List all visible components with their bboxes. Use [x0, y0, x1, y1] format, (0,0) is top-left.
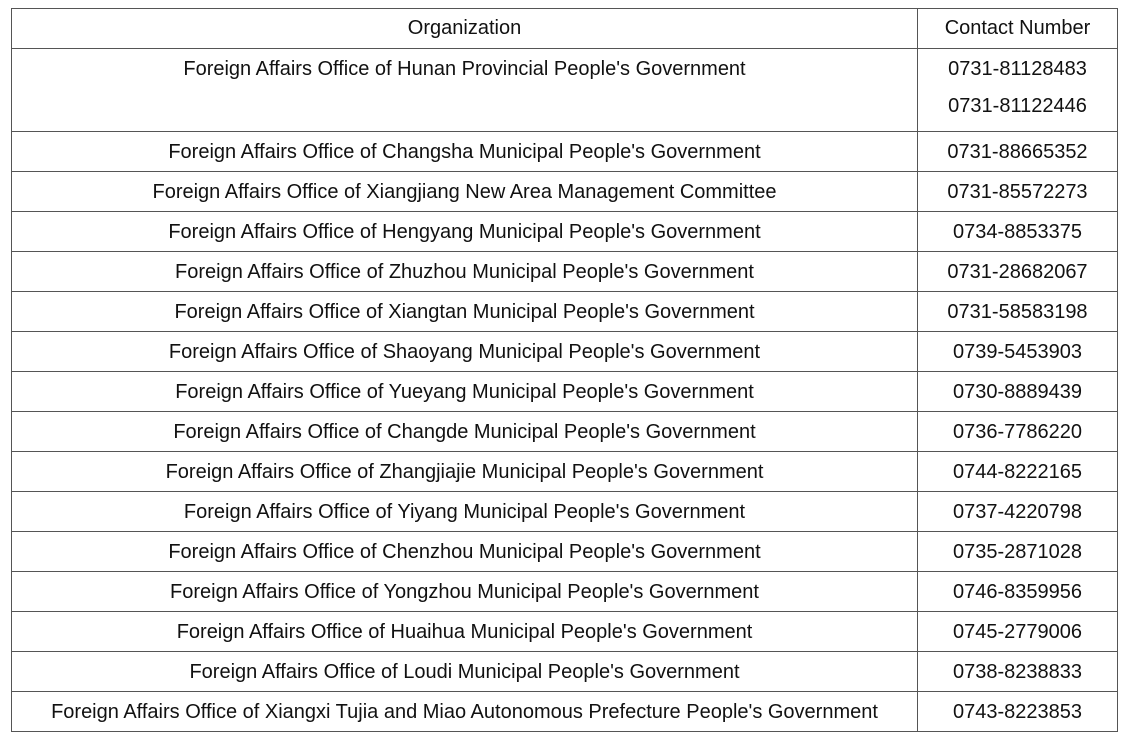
- organization-cell: Foreign Affairs Office of Chenzhou Municipal People's Government: [12, 532, 918, 572]
- organization-cell: Foreign Affairs Office of Yueyang Municipal People's Government: [12, 372, 918, 412]
- table-row: [12, 212, 1118, 252]
- organization-cell: Foreign Affairs Office of Huaihua Municipal People's Government: [12, 612, 918, 652]
- contact-number-cell: 0736-7786220: [918, 412, 1118, 452]
- contact-number-cell: 0730-8889439: [918, 372, 1118, 412]
- organization-cell: Foreign Affairs Office of Hunan Provincial People's Government: [12, 49, 918, 132]
- contact-number-cell: 0734-8853375: [918, 212, 1118, 252]
- organization-cell: Foreign Affairs Office of Loudi Municipal People's Government: [12, 652, 918, 692]
- phone-number: 0731-81128483: [948, 58, 1087, 80]
- organization-cell: Foreign Affairs Office of Yongzhou Municipal People's Government: [12, 572, 918, 612]
- phone-number: 0731-81122446: [948, 95, 1087, 117]
- table-row: [12, 692, 1118, 732]
- table-row: [12, 452, 1118, 492]
- table-header-row: [12, 9, 1118, 49]
- contact-number-cell: 0746-8359956: [918, 572, 1118, 612]
- contact-table-container: [11, 8, 1118, 732]
- table-row: [12, 252, 1118, 292]
- contact-number-cell: 0735-2871028: [918, 532, 1118, 572]
- table-row: [12, 332, 1118, 372]
- contact-number-cell: [918, 49, 1118, 132]
- table-row: [12, 612, 1118, 652]
- organization-cell: Foreign Affairs Office of Changde Municipal People's Government: [12, 412, 918, 452]
- contact-number-cell: 0745-2779006: [918, 612, 1118, 652]
- organization-cell: Foreign Affairs Office of Yiyang Municipal People's Government: [12, 492, 918, 532]
- contact-number-cell: 0731-88665352: [918, 132, 1118, 172]
- table-row: [12, 372, 1118, 412]
- organization-cell: Foreign Affairs Office of Xiangxi Tujia and Miao Autonomous Prefecture People's Government: [12, 692, 918, 732]
- organization-cell: Foreign Affairs Office of Hengyang Municipal People's Government: [12, 212, 918, 252]
- header-organization: Organization: [12, 9, 918, 49]
- organization-cell: Foreign Affairs Office of Zhuzhou Municipal People's Government: [12, 252, 918, 292]
- table-row: [12, 532, 1118, 572]
- organization-cell: Foreign Affairs Office of Zhangjiajie Municipal People's Government: [12, 452, 918, 492]
- table-row: [12, 132, 1118, 172]
- contact-number-cell: 0731-28682067: [918, 252, 1118, 292]
- contact-table: [11, 8, 1118, 732]
- organization-cell: Foreign Affairs Office of Changsha Municipal People's Government: [12, 132, 918, 172]
- contact-number-cell: 0743-8223853: [918, 692, 1118, 732]
- organization-cell: Foreign Affairs Office of Shaoyang Municipal People's Government: [12, 332, 918, 372]
- table-row: [12, 652, 1118, 692]
- contact-number-cell: 0744-8222165: [918, 452, 1118, 492]
- table-row: [12, 492, 1118, 532]
- table-row: [12, 49, 1118, 132]
- contact-number-cell: 0737-4220798: [918, 492, 1118, 532]
- header-contact-number: Contact Number: [918, 9, 1118, 49]
- table-row: [12, 292, 1118, 332]
- table-row: [12, 572, 1118, 612]
- organization-cell: Foreign Affairs Office of Xiangjiang New Area Management Committee: [12, 172, 918, 212]
- contact-number-cell: 0738-8238833: [918, 652, 1118, 692]
- table-row: [12, 412, 1118, 452]
- table-row: [12, 172, 1118, 212]
- organization-cell: Foreign Affairs Office of Xiangtan Municipal People's Government: [12, 292, 918, 332]
- contact-number-cell: 0739-5453903: [918, 332, 1118, 372]
- contact-number-cell: 0731-85572273: [918, 172, 1118, 212]
- contact-number-cell: 0731-58583198: [918, 292, 1118, 332]
